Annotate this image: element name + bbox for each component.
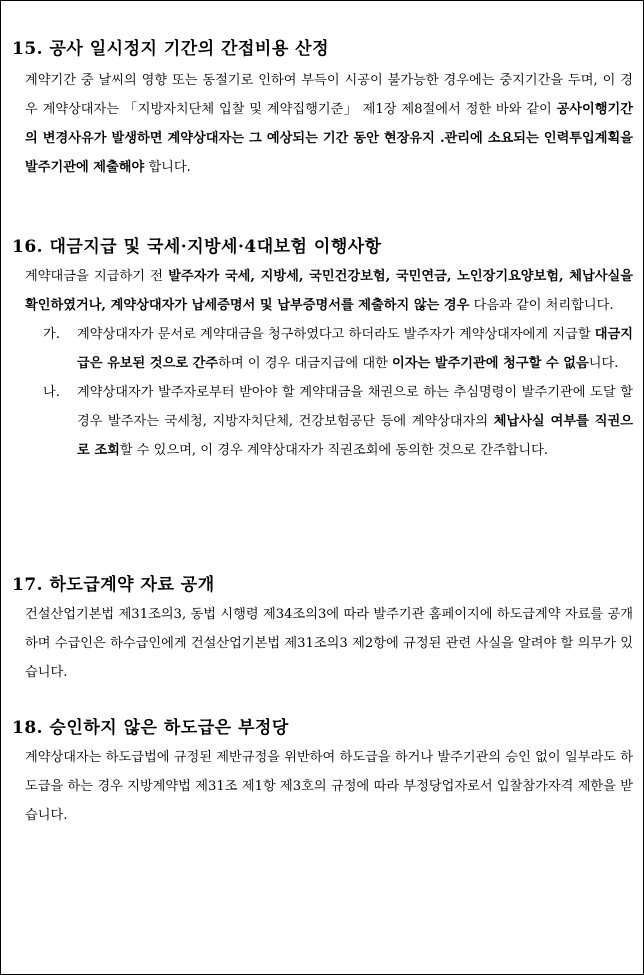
section-18-text-1: 계약상대자는 하도급법에 규정된 제반규정을 위반하여 하도급을 하거나 발주기관의 승인 없이 일부라도 하도급을 하는 경우 지방계약법 제31조 제1항 제3호의 규정에 따라 부정당업자로서 입찰참가자격 제한을 받습니다. bbox=[25, 750, 633, 823]
section-16-text-1: 계약대금을 지급하기 전 bbox=[25, 269, 169, 284]
section-18-paragraph bbox=[1, 743, 643, 830]
section-18-title: 18. 승인하지 않은 하도급은 부정당 bbox=[12, 718, 289, 738]
item-b-text-2: 할 수 있으며, 이 경우 계약상대자가 직권조회에 동의한 것으로 간주합니다. bbox=[119, 443, 549, 458]
list-item bbox=[1, 378, 643, 465]
section-15-title: 15. 공사 일시정지 기간의 간접비용 산정 bbox=[12, 39, 329, 59]
section-16-paragraph bbox=[1, 262, 643, 320]
list-marker: 가. bbox=[43, 327, 60, 342]
item-a-text-1: 계약상대자가 문서로 계약대금을 청구하였다고 하더라도 발주자가 계약상대자에게 지급할 bbox=[77, 327, 595, 342]
section-15-text-1: 계약기간 중 날씨의 영향 또는 동절기로 인하여 부득이 시공이 불가능한 경우에는 중지기간을 두며, 이 경우 계약상대자는 「지방자치단체 입찰 및 계약집행기준」 제1장 제8절에서 정한 바와 같이 bbox=[25, 73, 633, 117]
section-16-list bbox=[1, 320, 643, 465]
item-a-text-2: 하며 이 경우 대금지급에 대한 bbox=[218, 356, 393, 371]
section-17 bbox=[1, 573, 643, 687]
section-17-paragraph bbox=[1, 600, 643, 687]
section-17-text-1: 건설산업기본법 제31조의3, 동법 시행령 제34조의3에 따라 발주기관 홈페이지에 하도급계약 자료를 공개하며 수급인은 하수급인에게 건설산업기본법 제31조의3 제2항에 규정된 관련 사실을 알려야 할 의무가 있습니다. bbox=[25, 607, 633, 680]
section-16-text-2: 다음과 같이 처리합니다. bbox=[469, 298, 614, 313]
item-a-text-3: 니다. bbox=[588, 356, 619, 371]
section-16-bold-1: 발주자가 국세, 지방세, 국민건강보험, 국민연금, 노인장기요양보험, 체납사실을 확인하였거나, 계약상대자가 납세증명서 및 납부증명서를 제출하지 않는 경우 bbox=[25, 269, 634, 313]
section-16-title: 16. 대금지급 및 국세·지방세·4대보험 이행사항 bbox=[12, 237, 382, 257]
section-15-bold-1: 공사이행기간의 변경사유가 발생하면 계약상대자는 그 예상되는 기간 동안 현장유지 .관리에 소요되는 인력투입계획을 발주기관에 제출해야 bbox=[25, 102, 633, 175]
item-b-bold-1: 체납사실 여부를 직권으로 조회 bbox=[77, 414, 633, 458]
item-b-text-1: 계약상대자가 발주자로부터 받아야 할 계약대금을 채권으로 하는 추심명령이 발주기관에 도달 할 경우 발주자는 국세청, 지방자치단체, 건강보험공단 등에 계약상대자의 bbox=[77, 385, 633, 429]
item-a-bold-2: 이자는 발주기관에 청구할 수 없음 bbox=[392, 356, 589, 371]
section-17-title: 17. 하도급계약 자료 공개 bbox=[12, 575, 215, 595]
section-16 bbox=[1, 235, 643, 465]
section-15-paragraph bbox=[1, 66, 643, 182]
list-marker: 나. bbox=[43, 385, 60, 400]
section-18 bbox=[1, 716, 643, 830]
section-15 bbox=[1, 37, 643, 182]
item-a-bold-1: 대금지급은 유보된 것으로 간주 bbox=[77, 327, 633, 371]
list-item bbox=[1, 320, 643, 378]
section-15-text-2: 합니다. bbox=[144, 160, 191, 175]
